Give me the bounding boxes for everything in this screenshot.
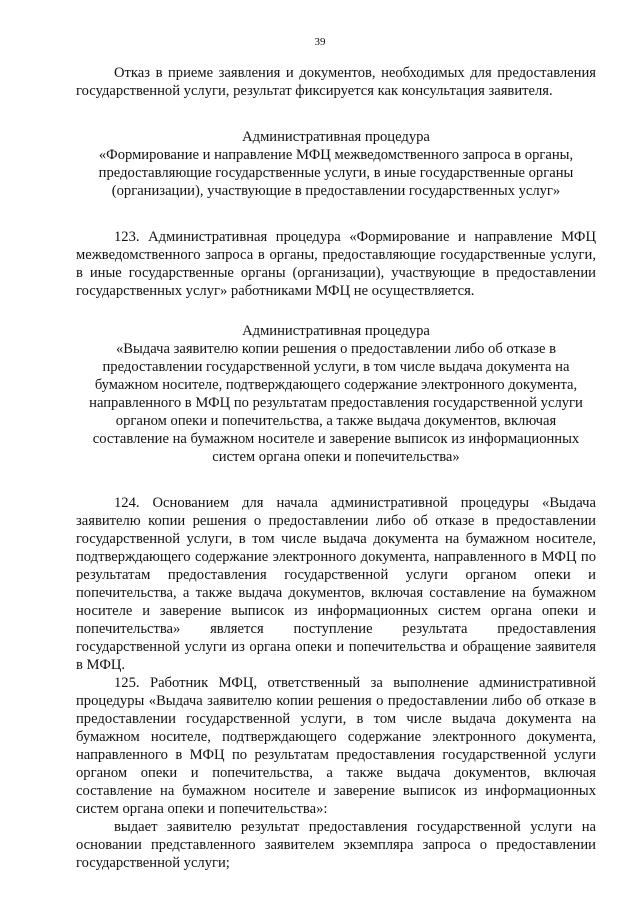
section-heading-issuance	[76, 322, 596, 466]
section-label: Административная процедура	[242, 129, 430, 145]
paragraph-125: 125. Работник МФЦ, ответственный за выполнение административной процедуры «Выдача заявителю копии решения о предоставлении либо об отказе в предоставлении государственной услуги, в том числе выдача документа на бумажном носителе, подтверждающего содержание электронного документа, направленного в МФЦ по результатам предоставления государственной услуги органом опеки и попечительства, а также выдача документов, включая составление на бумажном носителе и заверение выписок из информационных систем органа опеки и попечительства»:	[76, 675, 596, 817]
page-number: 39	[314, 36, 326, 48]
section-heading-interdepartmental-request	[76, 128, 596, 200]
paragraph-refusal-note: Отказ в приеме заявления и документов, необходимых для предоставления государственной услуги, результат фиксируется как консультация заявителя.	[76, 65, 596, 99]
section-title: «Выдача заявителю копии решения о предоставлении либо об отказе в предоставлении государственной услуги, в том числе выдача документа на бумажном носителе, подтверждающего содержание электронного документа, направленного в МФЦ по результатам предоставления государственной услуги органом опеки и попечительства, а также выдача документов, включая составление на бумажном носителе и заверение выписок из информационных систем органа опеки и попечительства»	[89, 341, 583, 465]
section-label: Административная процедура	[242, 323, 430, 339]
section-title: «Формирование и направление МФЦ межведомственного запроса в органы, предоставляющие государственные услуги, в иные государственные органы (организации), участвующие в предоставлении государственных услуг»	[98, 147, 574, 199]
document-body	[76, 64, 596, 872]
paragraph-124: 124. Основанием для начала административной процедуры «Выдача заявителю копии решения о предоставлении либо об отказе в предоставлении государственной услуги, в том числе выдача документа на бумажном носителе, подтверждающего содержание электронного документа, направленного в МФЦ по результатам предоставления государственной услуги органом опеки и попечительства, а также выдача документов, включая составление на бумажном носителе и заверение выписок из информационных систем органа опеки и попечительства» является поступление результата предоставления государственной услуги из органа опеки и попечительства и обращение заявителя в МФЦ.	[76, 495, 596, 673]
paragraph-issue-result: выдает заявителю результат предоставления государственной услуги на основании представленного заявителем экземпляра запроса о предоставлении государственной услуги;	[76, 819, 596, 871]
paragraph-123: 123. Административная процедура «Формирование и направление МФЦ межведомственного запроса в органы, предоставляющие государственные услуги, в иные государственные органы (организации), участвующие в предоставлении государственных услуг» работниками МФЦ не осуществляется.	[76, 229, 596, 299]
